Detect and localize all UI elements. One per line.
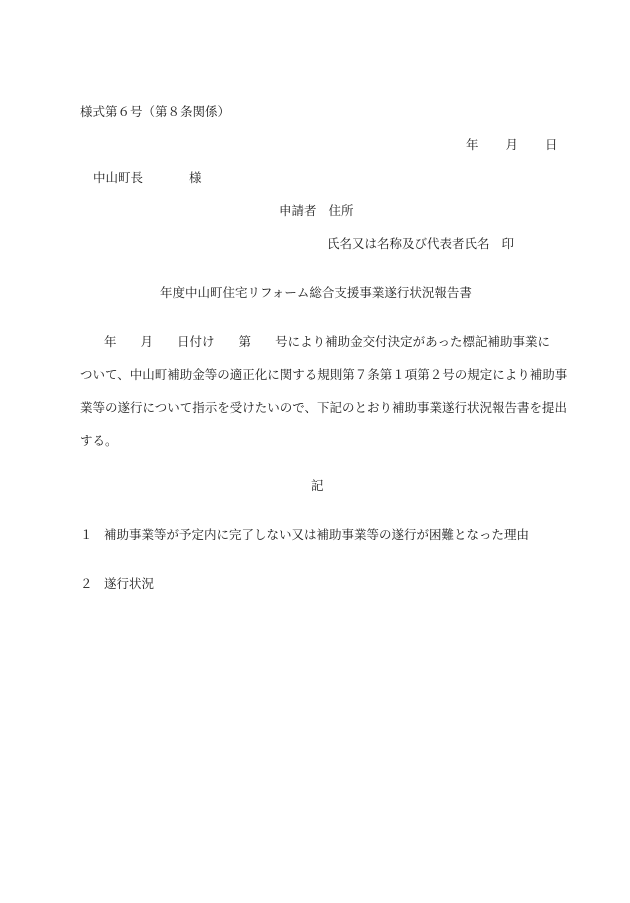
- date-line: [466, 137, 558, 153]
- body-date: 日付け: [177, 334, 215, 349]
- seal-mark: 印: [501, 236, 515, 251]
- applicant-address-line: [279, 203, 354, 219]
- body-line-1-rest: 号により補助金交付決定があった標記補助事業に: [275, 334, 550, 349]
- ki-heading: 記: [311, 478, 324, 493]
- body-line-3: 業等の遂行について指示を受けたいので、下記のとおり補助事業遂行状況報告書を提出: [80, 400, 568, 415]
- item-2: [80, 576, 154, 592]
- applicant-label: 申請者: [279, 203, 317, 218]
- addressee-line: [93, 170, 202, 186]
- body-line-1: [80, 334, 552, 350]
- body-dai: 第: [238, 334, 252, 349]
- body-year: 年: [104, 334, 117, 349]
- addressee-honorific: 様: [189, 170, 202, 185]
- item-1: [80, 527, 529, 543]
- body-line-2: ついて、中山町補助金等の適正化に関する規則第７条第１項第２号の規定により補助事: [80, 367, 568, 382]
- address-label: 住所: [328, 203, 354, 218]
- body-line-4: する。: [80, 433, 118, 448]
- applicant-name-line: [327, 236, 514, 252]
- date-day-label: 日: [545, 137, 558, 152]
- report-title: 年度中山町住宅リフォーム総合支援事業遂行状況報告書: [160, 285, 472, 300]
- addressee-name: 中山町長: [93, 170, 144, 185]
- item-2-number: ２: [80, 576, 93, 591]
- item-1-text: 補助事業等が予定内に完了しない又は補助事業等の遂行が困難となった理由: [104, 527, 530, 542]
- date-year-label: 年: [466, 137, 479, 152]
- body-month: 月: [140, 334, 154, 349]
- name-label: 氏名又は名称及び代表者氏名: [327, 236, 490, 251]
- item-1-number: １: [80, 527, 93, 542]
- form-number: 様式第６号（第８条関係）: [80, 104, 231, 119]
- item-2-text: 遂行状況: [104, 576, 155, 591]
- date-month-label: 月: [505, 137, 519, 152]
